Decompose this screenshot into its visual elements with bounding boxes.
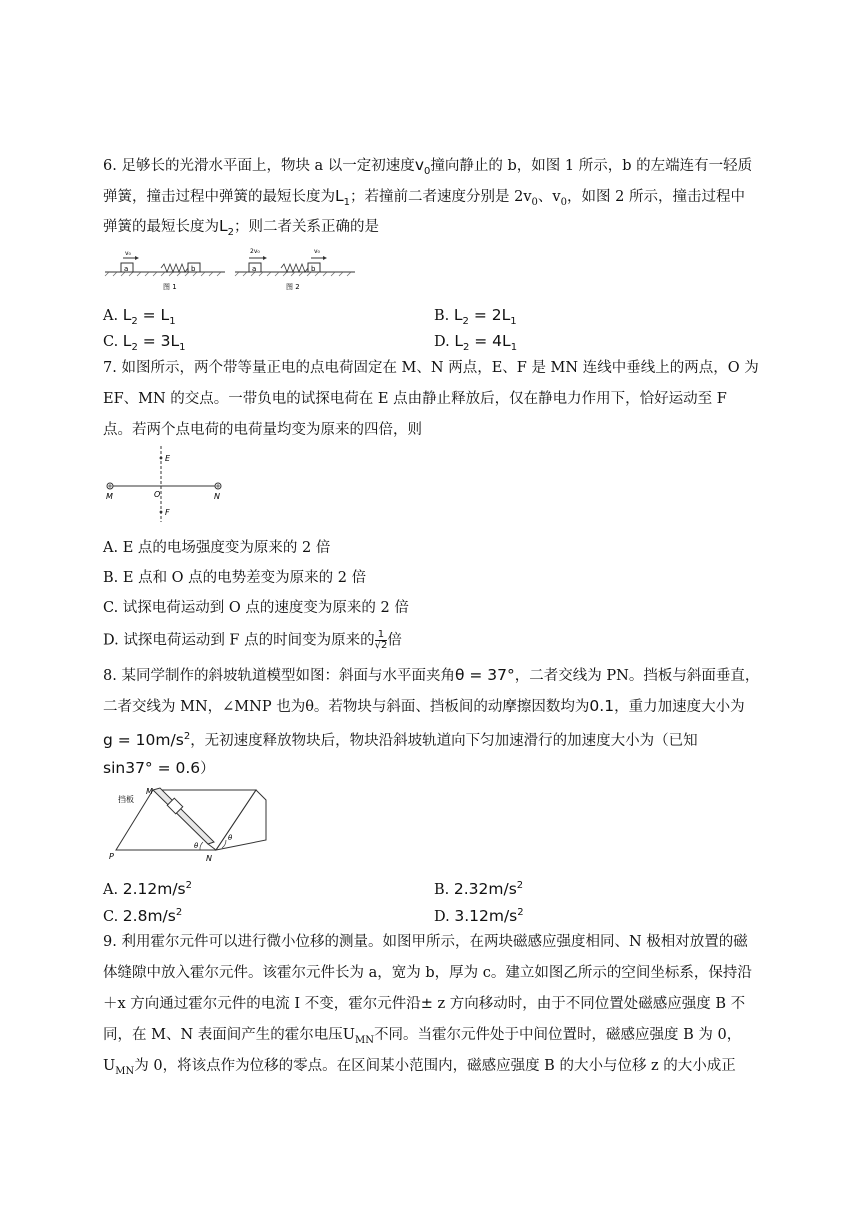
fig1-arrow-head [135, 256, 139, 260]
q6-figure [103, 244, 363, 294]
label-m: M [106, 492, 113, 501]
option-sup: 2 [516, 880, 524, 891]
label-e: E [165, 454, 171, 463]
option-sup: 2 [175, 907, 183, 918]
q8-math: 0.1 [589, 697, 615, 715]
label-baffle: 挡板 [118, 795, 134, 804]
option-sup: 2 [185, 880, 192, 891]
q9-line-2: 体缝隙中放入霍尔元件。该霍尔元件长为 a，宽为 b，厚为 c。建立如图乙所示的空间坐标系，保持沿 [103, 965, 752, 981]
q6-text: ；则二者关系正确的是 [234, 219, 380, 235]
q6-sub1: 1 [510, 342, 518, 354]
edge-mn [208, 844, 216, 850]
option-label: D. [434, 334, 455, 350]
point-f [160, 511, 163, 514]
q6-text: 撞向静止的 b，如图 1 所示，b 的左端连有一轻质 [430, 158, 753, 174]
label-f: F [165, 508, 170, 517]
fig1-label-a: a [124, 265, 129, 273]
incline-side [216, 790, 266, 850]
fig1-spring [161, 264, 188, 272]
q9-line-4 [103, 1025, 741, 1051]
q6-L: L [454, 332, 463, 350]
q6-sub1: 1 [510, 316, 517, 328]
q8-option-b[interactable] [434, 876, 523, 900]
fraction-denominator: √2 [374, 640, 388, 651]
q6-L: L [453, 306, 463, 324]
q8-line-3 [103, 727, 698, 751]
q9-line-5 [103, 1056, 736, 1082]
option-math [122, 306, 176, 328]
fig2-arrow-right-head [323, 256, 327, 260]
fraction-numerator: 1 [375, 630, 388, 641]
fig2-label-b: b [311, 265, 316, 273]
option-text: 倍 [387, 632, 402, 649]
q6-L: L [219, 217, 228, 235]
q6-sub2: 2 [131, 342, 138, 354]
fig1-velocity: v₀ [125, 250, 131, 257]
q8-figure [108, 782, 270, 864]
option-math [454, 907, 523, 925]
q6-sub1: 1 [169, 316, 176, 328]
option-math [454, 880, 523, 898]
option-rhs: = 4L [469, 332, 511, 350]
q9-text: U [103, 1058, 116, 1074]
q8-text: 二者交线为 MN，∠MNP 也为θ。若物块与斜面、挡板间的动摩擦因数均为 [103, 699, 590, 715]
q9-text: 同，在 M、N 表面间产生的霍尔电压U [103, 1027, 355, 1043]
q6-text: 6. 足够长的光滑水平面上，物块 a 以一定初速度 [103, 158, 415, 174]
q7-line-3: 点。若两个点电荷的电荷量均变为原来的四倍，则 [103, 422, 422, 438]
q9-sub: MN [354, 1034, 374, 1046]
label-m: M [146, 787, 153, 796]
q6-L1 [335, 187, 351, 209]
q9-sub: MN [115, 1065, 135, 1077]
q6-sub2: 2 [227, 227, 235, 239]
option-label: D. [434, 909, 455, 926]
q9-text: 为 0，将该点作为位移的零点。在区间某小范围内，磁感应强度 B 的大小与位移 z 的大小成正 [134, 1058, 736, 1074]
option-math [122, 332, 186, 354]
q8-text: ，无初速度释放物块后，物块沿斜坡轨道向下匀加速滑行的加速度大小为（已知 [190, 733, 698, 750]
point-e [160, 457, 163, 460]
fig2-velocity-left: 2v₀ [250, 248, 260, 255]
q6-sub2: 2 [131, 316, 138, 328]
q8-line-1 [103, 665, 759, 686]
q6-line-3 [103, 216, 379, 243]
option-value: 2.32m/s [453, 880, 517, 899]
q6-L: L [122, 306, 132, 324]
option-label: B. [434, 882, 454, 899]
q6-text: 弹簧的最短长度为 [103, 219, 219, 235]
q6-text: ，如图 2 所示，撞击过程中 [567, 189, 745, 205]
q8-option-a[interactable] [103, 876, 192, 900]
fig2-arrow-left-head [263, 256, 267, 260]
q8-math: sin37° = 0.6 [103, 759, 201, 777]
fig2-spring [281, 264, 308, 272]
fig1-caption: 图 1 [163, 283, 177, 291]
q6-L2 [219, 217, 235, 239]
q8-math: θ = 37° [454, 666, 515, 684]
fig1-label-b: b [191, 265, 196, 273]
q7-line-1: 7. 如图所示，两个带等量正电的点电荷固定在 M、N 两点，E、F 是 MN 连线中垂线上的两点，O 为 [103, 360, 759, 376]
q6-text: 、v [537, 189, 561, 205]
q8-text: ） [200, 761, 215, 777]
q7-option-b[interactable]: B. E 点和 O 点的电势差变为原来的 2 倍 [103, 570, 367, 586]
q6-L: L [335, 187, 344, 205]
q6-v0 [414, 156, 431, 178]
option-value: 2.8m/s [122, 907, 176, 926]
fig2-velocity-right: v₀ [314, 248, 320, 255]
label-o: O [154, 490, 161, 499]
angle-arc-2 [222, 840, 226, 848]
option-value: 2.12m/s [122, 880, 186, 899]
q8-option-c[interactable] [103, 903, 182, 927]
q6-option-b[interactable] [434, 305, 517, 332]
option-math [123, 880, 192, 898]
label-theta-1: θ [194, 842, 199, 850]
q6-line-1 [103, 155, 752, 182]
label-theta-2: θ [228, 834, 233, 842]
option-math [454, 332, 518, 354]
q8-option-d[interactable] [434, 903, 524, 927]
q6-sub2: 2 [462, 342, 470, 354]
q6-sub1: 1 [343, 197, 351, 209]
q9-text: 不同。当霍尔元件处于中间位置时，磁感应强度 B 为 0， [373, 1027, 742, 1043]
q7-figure [100, 442, 230, 524]
q8-g: g = 10m/s [103, 731, 184, 750]
option-sup: 2 [517, 907, 524, 918]
q6-option-c[interactable] [103, 331, 186, 358]
q6-L: L [122, 332, 132, 350]
q8-text: ，重力加速度大小为 [614, 699, 745, 715]
option-value: 3.12m/s [454, 907, 518, 926]
q8-math [103, 731, 190, 749]
baffle [153, 788, 214, 844]
q6-option-d[interactable] [434, 331, 517, 358]
option-label: C. [103, 909, 123, 926]
q8-text: 8. 某同学制作的斜坡轨道模型如图：斜面与水平面夹角 [103, 668, 455, 684]
q8-line-2 [103, 696, 745, 717]
option-label: A. [103, 882, 123, 899]
q6-v0-symbol: v [414, 156, 424, 174]
angle-arc-1 [200, 842, 203, 850]
label-n: N [214, 492, 220, 501]
q7-option-d[interactable] [103, 630, 402, 651]
q8-line-4 [103, 758, 215, 779]
option-label: C. [103, 334, 123, 350]
q6-sub0: 0 [560, 196, 567, 208]
option-rhs: = 3L [137, 332, 180, 350]
q8-sup: 2 [183, 731, 191, 742]
fraction [375, 630, 388, 651]
q9-line-3: ＋x 方向通过霍尔元件的电流 I 不变，霍尔元件沿± z 方向移动时，由于不同位置处磁感应强度 B 不 [103, 996, 746, 1012]
q7-line-2: EF、MN 的交点。一带负电的试探电荷在 E 点由静止释放后，仅在静电力作用下，恰好运动至 F [103, 391, 727, 407]
q6-sub0: 0 [531, 196, 538, 208]
q6-sub1: 1 [179, 342, 186, 354]
option-label: B. [434, 308, 454, 324]
option-math [123, 907, 182, 925]
option-math [453, 306, 517, 328]
q6-v0-sub: 0 [424, 166, 431, 178]
q6-text: ；若撞前二者速度分别是 2v [350, 189, 532, 205]
q8-text: ，二者交线为 PN。挡板与斜面垂直， [514, 668, 760, 684]
q7-option-c[interactable]: C. 试探电荷运动到 O 点的速度变为原来的 2 倍 [103, 600, 409, 616]
q9-line-1: 9. 利用霍尔元件可以进行微小位移的测量。如图甲所示，在两块磁感应强度相同、N 极相对放置的磁 [103, 934, 748, 950]
label-p: P [109, 852, 114, 861]
option-rhs: = L [137, 306, 170, 324]
option-rhs: = 2L [468, 306, 511, 324]
fig1-hatch [105, 272, 221, 276]
q6-sub2: 2 [462, 316, 469, 328]
label-n: N [206, 854, 212, 863]
q6-text: 弹簧，撞击过程中弹簧的最短长度为 [103, 189, 335, 205]
option-text: D. 试探电荷运动到 F 点的时间变为原来的 [103, 632, 375, 649]
option-label: A. [103, 308, 123, 324]
fig2-label-a: a [252, 265, 257, 273]
q6-line-2 [103, 186, 745, 213]
q6-option-a[interactable] [103, 305, 176, 332]
fig2-caption: 图 2 [286, 283, 300, 291]
q7-option-a[interactable]: A. E 点的电场强度变为原来的 2 倍 [103, 540, 331, 556]
